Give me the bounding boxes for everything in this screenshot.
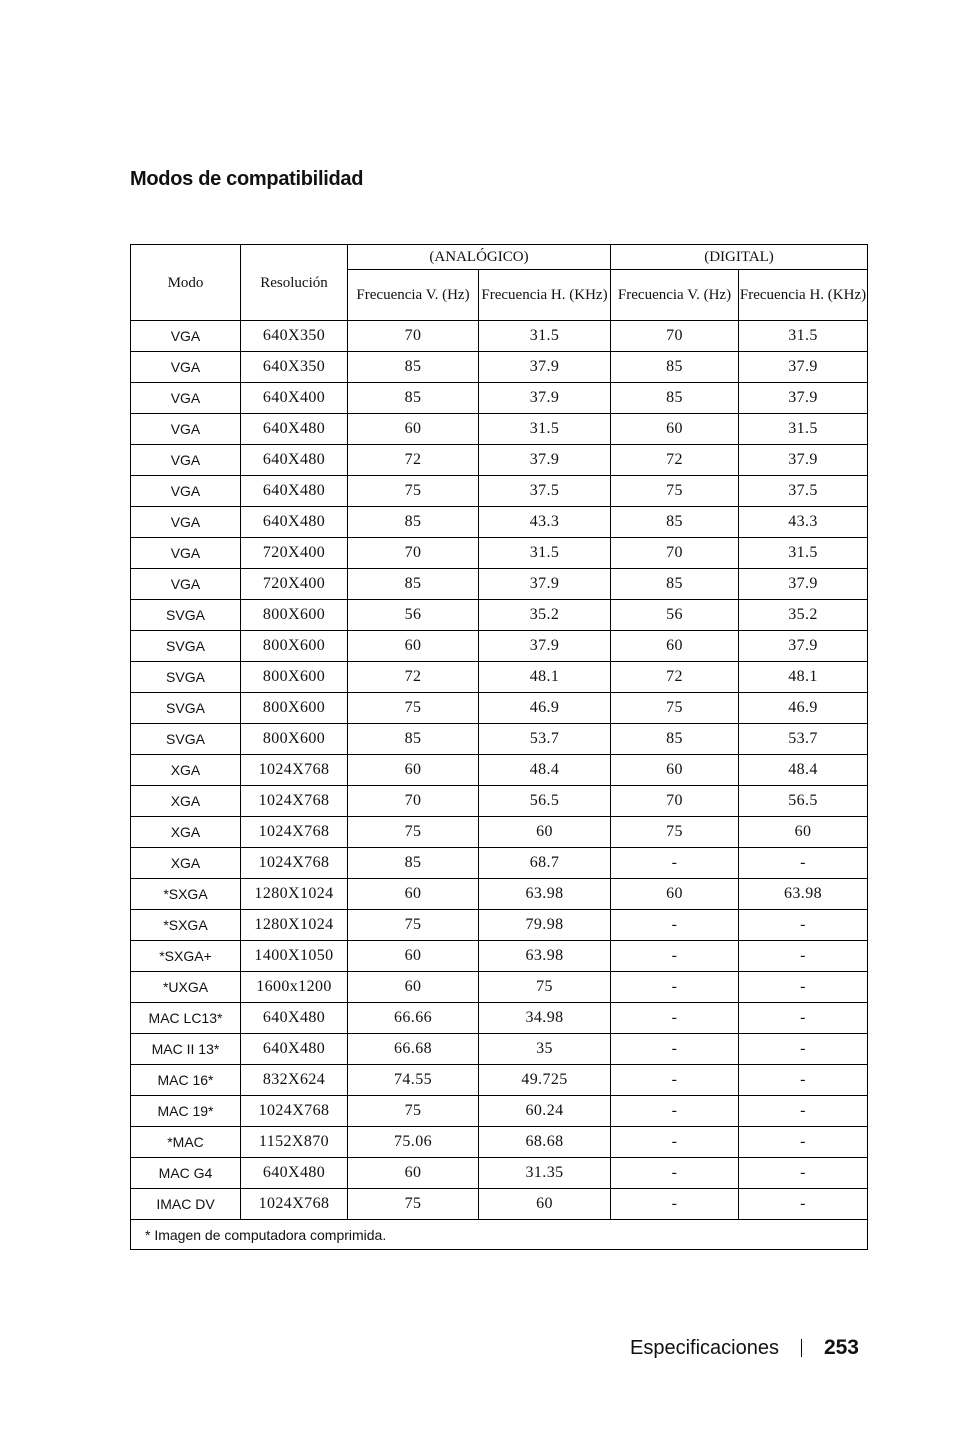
cell-resolution: 1152X870 — [241, 1127, 348, 1158]
cell-analog-freq-h: 60 — [479, 817, 611, 848]
cell-resolution: 720X400 — [241, 538, 348, 569]
cell-digital-freq-h: - — [739, 1003, 868, 1034]
cell-mode: *MAC — [131, 1127, 241, 1158]
cell-analog-freq-v: 60 — [348, 1158, 479, 1189]
cell-digital-freq-h: 31.5 — [739, 538, 868, 569]
table-row — [131, 724, 868, 755]
cell-mode: VGA — [131, 569, 241, 600]
cell-analog-freq-h: 31.5 — [479, 538, 611, 569]
table-row — [131, 1003, 868, 1034]
cell-resolution: 1280X1024 — [241, 879, 348, 910]
header-digital-freq-h: Frecuencia H. (KHz) — [739, 270, 868, 321]
table-row — [131, 910, 868, 941]
table-body — [131, 321, 868, 1220]
cell-analog-freq-h: 31.5 — [479, 321, 611, 352]
cell-digital-freq-h: 37.9 — [739, 383, 868, 414]
cell-analog-freq-h: 68.7 — [479, 848, 611, 879]
cell-analog-freq-v: 72 — [348, 445, 479, 476]
cell-analog-freq-h: 68.68 — [479, 1127, 611, 1158]
cell-analog-freq-v: 72 — [348, 662, 479, 693]
cell-resolution: 640X480 — [241, 1034, 348, 1065]
cell-digital-freq-h: - — [739, 1158, 868, 1189]
cell-mode: XGA — [131, 848, 241, 879]
cell-analog-freq-v: 85 — [348, 352, 479, 383]
cell-analog-freq-h: 35 — [479, 1034, 611, 1065]
cell-digital-freq-v: 85 — [611, 724, 739, 755]
table-row — [131, 569, 868, 600]
cell-mode: SVGA — [131, 662, 241, 693]
cell-digital-freq-h: 37.9 — [739, 569, 868, 600]
cell-analog-freq-v: 85 — [348, 848, 479, 879]
cell-analog-freq-h: 37.9 — [479, 445, 611, 476]
cell-resolution: 800X600 — [241, 662, 348, 693]
page-number: 253 — [823, 1336, 859, 1359]
cell-analog-freq-h: 37.9 — [479, 631, 611, 662]
cell-resolution: 800X600 — [241, 693, 348, 724]
cell-mode: VGA — [131, 321, 241, 352]
table-footnote: * Imagen de computadora comprimida. — [131, 1220, 868, 1250]
table-row — [131, 476, 868, 507]
cell-digital-freq-v: 75 — [611, 693, 739, 724]
cell-digital-freq-h: 31.5 — [739, 414, 868, 445]
cell-mode: MAC 16* — [131, 1065, 241, 1096]
cell-analog-freq-v: 85 — [348, 383, 479, 414]
cell-mode: VGA — [131, 476, 241, 507]
cell-digital-freq-v: 60 — [611, 414, 739, 445]
cell-analog-freq-v: 60 — [348, 879, 479, 910]
cell-digital-freq-h: 48.1 — [739, 662, 868, 693]
cell-analog-freq-h: 46.9 — [479, 693, 611, 724]
cell-resolution: 640X480 — [241, 507, 348, 538]
table-row — [131, 414, 868, 445]
cell-mode: VGA — [131, 507, 241, 538]
cell-mode: IMAC DV — [131, 1189, 241, 1220]
cell-digital-freq-v: 85 — [611, 352, 739, 383]
cell-digital-freq-v: 72 — [611, 662, 739, 693]
table-row — [131, 786, 868, 817]
cell-digital-freq-h: 63.98 — [739, 879, 868, 910]
cell-digital-freq-h: - — [739, 972, 868, 1003]
cell-digital-freq-v: 75 — [611, 476, 739, 507]
cell-digital-freq-v: - — [611, 1189, 739, 1220]
table-row — [131, 848, 868, 879]
cell-analog-freq-v: 85 — [348, 724, 479, 755]
table-row — [131, 538, 868, 569]
cell-resolution: 1024X768 — [241, 817, 348, 848]
cell-digital-freq-h: 43.3 — [739, 507, 868, 538]
cell-digital-freq-v: 60 — [611, 755, 739, 786]
cell-analog-freq-v: 70 — [348, 786, 479, 817]
cell-resolution: 1024X768 — [241, 1096, 348, 1127]
table-row — [131, 662, 868, 693]
cell-digital-freq-v: - — [611, 1065, 739, 1096]
cell-analog-freq-v: 75.06 — [348, 1127, 479, 1158]
cell-digital-freq-v: 56 — [611, 600, 739, 631]
cell-analog-freq-h: 75 — [479, 972, 611, 1003]
cell-digital-freq-h: - — [739, 1065, 868, 1096]
cell-resolution: 800X600 — [241, 600, 348, 631]
cell-digital-freq-h: 60 — [739, 817, 868, 848]
cell-mode: VGA — [131, 445, 241, 476]
cell-analog-freq-h: 37.5 — [479, 476, 611, 507]
cell-digital-freq-h: 46.9 — [739, 693, 868, 724]
cell-analog-freq-v: 75 — [348, 1096, 479, 1127]
cell-mode: XGA — [131, 817, 241, 848]
table-row — [131, 352, 868, 383]
cell-analog-freq-h: 37.9 — [479, 352, 611, 383]
cell-analog-freq-v: 85 — [348, 507, 479, 538]
cell-analog-freq-v: 70 — [348, 538, 479, 569]
cell-analog-freq-v: 60 — [348, 941, 479, 972]
cell-digital-freq-v: 70 — [611, 321, 739, 352]
page-footer — [630, 1336, 859, 1360]
cell-mode: *SXGA+ — [131, 941, 241, 972]
cell-digital-freq-h: 37.5 — [739, 476, 868, 507]
table-row — [131, 879, 868, 910]
cell-resolution: 832X624 — [241, 1065, 348, 1096]
cell-analog-freq-h: 63.98 — [479, 941, 611, 972]
cell-analog-freq-h: 53.7 — [479, 724, 611, 755]
cell-mode: SVGA — [131, 724, 241, 755]
cell-digital-freq-v: 75 — [611, 817, 739, 848]
cell-mode: MAC II 13* — [131, 1034, 241, 1065]
cell-analog-freq-h: 43.3 — [479, 507, 611, 538]
cell-resolution: 1280X1024 — [241, 910, 348, 941]
header-analog-freq-h: Frecuencia H. (KHz) — [479, 270, 611, 321]
table-row — [131, 1189, 868, 1220]
cell-resolution: 1024X768 — [241, 786, 348, 817]
cell-mode: SVGA — [131, 600, 241, 631]
cell-mode: *SXGA — [131, 879, 241, 910]
header-mode: Modo — [131, 245, 241, 321]
cell-analog-freq-v: 74.55 — [348, 1065, 479, 1096]
cell-analog-freq-h: 60 — [479, 1189, 611, 1220]
cell-digital-freq-h: - — [739, 848, 868, 879]
cell-analog-freq-h: 37.9 — [479, 383, 611, 414]
cell-mode: MAC LC13* — [131, 1003, 241, 1034]
cell-resolution: 640X480 — [241, 476, 348, 507]
cell-analog-freq-v: 60 — [348, 414, 479, 445]
cell-analog-freq-v: 60 — [348, 631, 479, 662]
cell-resolution: 640X480 — [241, 445, 348, 476]
cell-mode: VGA — [131, 538, 241, 569]
table-row — [131, 817, 868, 848]
cell-digital-freq-h: 56.5 — [739, 786, 868, 817]
cell-analog-freq-h: 31.5 — [479, 414, 611, 445]
cell-analog-freq-v: 70 — [348, 321, 479, 352]
table-row — [131, 941, 868, 972]
cell-digital-freq-h: 37.9 — [739, 445, 868, 476]
cell-digital-freq-v: 85 — [611, 383, 739, 414]
cell-analog-freq-v: 66.68 — [348, 1034, 479, 1065]
cell-resolution: 1400X1050 — [241, 941, 348, 972]
cell-digital-freq-v: - — [611, 910, 739, 941]
cell-resolution: 720X400 — [241, 569, 348, 600]
header-digital: (DIGITAL) — [611, 245, 868, 270]
cell-analog-freq-h: 56.5 — [479, 786, 611, 817]
cell-resolution: 640X480 — [241, 414, 348, 445]
table-row — [131, 1158, 868, 1189]
cell-resolution: 640X350 — [241, 321, 348, 352]
cell-mode: XGA — [131, 786, 241, 817]
cell-digital-freq-v: 70 — [611, 786, 739, 817]
cell-analog-freq-h: 34.98 — [479, 1003, 611, 1034]
cell-digital-freq-h: 35.2 — [739, 600, 868, 631]
cell-digital-freq-v: 60 — [611, 631, 739, 662]
cell-digital-freq-h: - — [739, 1096, 868, 1127]
compatibility-table — [130, 244, 868, 1250]
page-title: Modos de compatibilidad — [130, 168, 364, 190]
cell-mode: *UXGA — [131, 972, 241, 1003]
cell-analog-freq-h: 31.35 — [479, 1158, 611, 1189]
footer-divider — [801, 1339, 802, 1357]
cell-digital-freq-h: 37.9 — [739, 631, 868, 662]
table-row — [131, 507, 868, 538]
cell-digital-freq-v: - — [611, 848, 739, 879]
cell-digital-freq-v: 85 — [611, 569, 739, 600]
cell-digital-freq-h: - — [739, 1034, 868, 1065]
cell-analog-freq-h: 35.2 — [479, 600, 611, 631]
cell-digital-freq-h: 37.9 — [739, 352, 868, 383]
cell-resolution: 1024X768 — [241, 1189, 348, 1220]
cell-analog-freq-h: 48.4 — [479, 755, 611, 786]
cell-analog-freq-v: 75 — [348, 476, 479, 507]
cell-analog-freq-v: 85 — [348, 569, 479, 600]
cell-digital-freq-h: - — [739, 1189, 868, 1220]
cell-analog-freq-v: 66.66 — [348, 1003, 479, 1034]
cell-analog-freq-v: 75 — [348, 693, 479, 724]
cell-digital-freq-v: - — [611, 1003, 739, 1034]
cell-digital-freq-h: - — [739, 910, 868, 941]
table-row — [131, 383, 868, 414]
cell-digital-freq-h: 53.7 — [739, 724, 868, 755]
cell-mode: SVGA — [131, 693, 241, 724]
cell-digital-freq-v: 70 — [611, 538, 739, 569]
table-row — [131, 321, 868, 352]
header-analog-freq-v: Frecuencia V. (Hz) — [348, 270, 479, 321]
cell-analog-freq-v: 56 — [348, 600, 479, 631]
cell-resolution: 800X600 — [241, 724, 348, 755]
cell-digital-freq-v: 60 — [611, 879, 739, 910]
cell-digital-freq-v: - — [611, 941, 739, 972]
cell-mode: XGA — [131, 755, 241, 786]
table-row — [131, 631, 868, 662]
cell-analog-freq-v: 60 — [348, 972, 479, 1003]
table-row — [131, 600, 868, 631]
cell-mode: MAC G4 — [131, 1158, 241, 1189]
cell-resolution: 1024X768 — [241, 848, 348, 879]
cell-analog-freq-v: 60 — [348, 755, 479, 786]
cell-digital-freq-v: - — [611, 1034, 739, 1065]
cell-resolution: 640X480 — [241, 1158, 348, 1189]
cell-analog-freq-h: 79.98 — [479, 910, 611, 941]
footer-section-title: Especificaciones — [629, 1336, 779, 1359]
cell-mode: VGA — [131, 352, 241, 383]
cell-resolution: 800X600 — [241, 631, 348, 662]
table-row — [131, 755, 868, 786]
table-row — [131, 1065, 868, 1096]
table-row — [131, 972, 868, 1003]
cell-digital-freq-v: 72 — [611, 445, 739, 476]
cell-resolution: 1024X768 — [241, 755, 348, 786]
cell-mode: MAC 19* — [131, 1096, 241, 1127]
table-row — [131, 445, 868, 476]
cell-digital-freq-v: - — [611, 972, 739, 1003]
cell-analog-freq-h: 60.24 — [479, 1096, 611, 1127]
cell-mode: SVGA — [131, 631, 241, 662]
cell-digital-freq-h: 31.5 — [739, 321, 868, 352]
cell-digital-freq-v: - — [611, 1127, 739, 1158]
cell-analog-freq-h: 37.9 — [479, 569, 611, 600]
cell-analog-freq-v: 75 — [348, 910, 479, 941]
header-analog: (ANALÓGICO) — [348, 245, 611, 270]
cell-resolution: 640X480 — [241, 1003, 348, 1034]
table-row — [131, 1127, 868, 1158]
table-row — [131, 693, 868, 724]
header-resolution: Resolución — [241, 245, 348, 321]
cell-analog-freq-v: 75 — [348, 1189, 479, 1220]
cell-resolution: 1600x1200 — [241, 972, 348, 1003]
cell-digital-freq-v: - — [611, 1158, 739, 1189]
cell-resolution: 640X400 — [241, 383, 348, 414]
cell-digital-freq-h: 48.4 — [739, 755, 868, 786]
cell-resolution: 640X350 — [241, 352, 348, 383]
cell-mode: VGA — [131, 414, 241, 445]
cell-digital-freq-h: - — [739, 941, 868, 972]
cell-mode: *SXGA — [131, 910, 241, 941]
header-digital-freq-v: Frecuencia V. (Hz) — [611, 270, 739, 321]
cell-analog-freq-h: 63.98 — [479, 879, 611, 910]
table-row — [131, 1096, 868, 1127]
cell-digital-freq-v: - — [611, 1096, 739, 1127]
cell-digital-freq-h: - — [739, 1127, 868, 1158]
cell-analog-freq-v: 75 — [348, 817, 479, 848]
cell-analog-freq-h: 48.1 — [479, 662, 611, 693]
table-row — [131, 1034, 868, 1065]
cell-digital-freq-v: 85 — [611, 507, 739, 538]
cell-mode: VGA — [131, 383, 241, 414]
cell-analog-freq-h: 49.725 — [479, 1065, 611, 1096]
